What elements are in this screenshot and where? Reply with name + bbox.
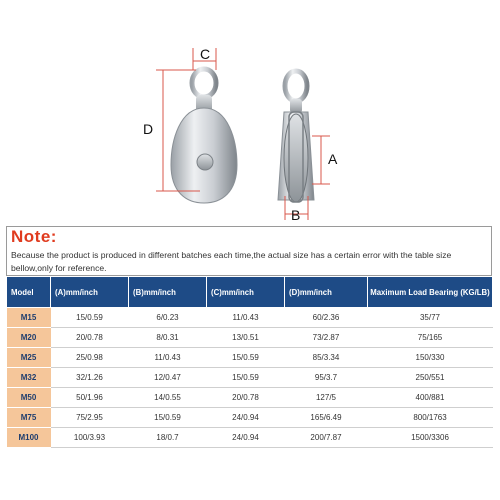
- header-max-load: Maximum Load Bearing (KG/LB): [368, 277, 493, 308]
- table-cell: 100/3.93: [51, 428, 129, 448]
- table-cell: 200/7.87: [285, 428, 368, 448]
- model-cell: M32: [7, 368, 51, 388]
- model-cell: M15: [7, 308, 51, 328]
- dimension-label-b: B: [291, 207, 301, 223]
- table-cell: 75/165: [368, 328, 493, 348]
- table-cell: 75/2.95: [51, 408, 129, 428]
- model-cell: M75: [7, 408, 51, 428]
- pulley-side-view: [278, 71, 314, 202]
- note-title: Note:: [11, 227, 57, 246]
- table-cell: 20/0.78: [207, 388, 285, 408]
- table-cell: 20/0.78: [51, 328, 129, 348]
- table-cell: 15/0.59: [129, 408, 207, 428]
- table-cell: 15/0.59: [207, 368, 285, 388]
- table-row: [7, 368, 493, 388]
- table-cell: 1500/3306: [368, 428, 493, 448]
- model-cell: M50: [7, 388, 51, 408]
- model-cell: M100: [7, 428, 51, 448]
- dimension-label-d: D: [143, 121, 154, 137]
- model-cell: M20: [7, 328, 51, 348]
- table-cell: 127/5: [285, 388, 368, 408]
- table-row: [7, 408, 493, 428]
- table-cell: 24/0.94: [207, 428, 285, 448]
- header-a: (A)mm/inch: [51, 277, 129, 308]
- pulley-illustration: [0, 0, 500, 225]
- table-cell: 150/330: [368, 348, 493, 368]
- dimension-label-a: A: [328, 151, 338, 167]
- model-cell: M25: [7, 348, 51, 368]
- table-cell: 60/2.36: [285, 308, 368, 328]
- dimension-label-c: C: [200, 46, 211, 62]
- table-row: [7, 348, 493, 368]
- table-cell: 165/6.49: [285, 408, 368, 428]
- table-cell: 73/2.87: [285, 328, 368, 348]
- table-cell: 13/0.51: [207, 328, 285, 348]
- table-cell: 35/77: [368, 308, 493, 328]
- table-cell: 14/0.55: [129, 388, 207, 408]
- table-cell: 32/1.26: [51, 368, 129, 388]
- note-text: Because the product is produced in different batches each time,the actual size has a certain error with the table size bellow,only for reference.: [11, 250, 452, 273]
- header-d: (D)mm/inch: [285, 277, 368, 308]
- table-row: [7, 308, 493, 328]
- table-cell: 50/1.96: [51, 388, 129, 408]
- header-b: (B)mm/inch: [129, 277, 207, 308]
- header-c: (C)mm/inch: [207, 277, 285, 308]
- table-header-row: [7, 277, 493, 308]
- table-cell: 400/881: [368, 388, 493, 408]
- table-row: [7, 428, 493, 448]
- table-cell: 8/0.31: [129, 328, 207, 348]
- header-model: Model: [7, 277, 51, 308]
- table-row: [7, 388, 493, 408]
- table-cell: 12/0.47: [129, 368, 207, 388]
- table-cell: 250/551: [368, 368, 493, 388]
- table-row: [7, 328, 493, 348]
- table-cell: 15/0.59: [207, 348, 285, 368]
- table-cell: 6/0.23: [129, 308, 207, 328]
- pulley-front-view: [171, 69, 237, 203]
- table-cell: 11/0.43: [207, 308, 285, 328]
- table-cell: 85/3.34: [285, 348, 368, 368]
- table-cell: 800/1763: [368, 408, 493, 428]
- table-cell: 15/0.59: [51, 308, 129, 328]
- note-box: [6, 226, 492, 276]
- specification-table: [6, 276, 493, 448]
- table-cell: 18/0.7: [129, 428, 207, 448]
- table-cell: 24/0.94: [207, 408, 285, 428]
- table-cell: 11/0.43: [129, 348, 207, 368]
- table-cell: 25/0.98: [51, 348, 129, 368]
- table-cell: 95/3.7: [285, 368, 368, 388]
